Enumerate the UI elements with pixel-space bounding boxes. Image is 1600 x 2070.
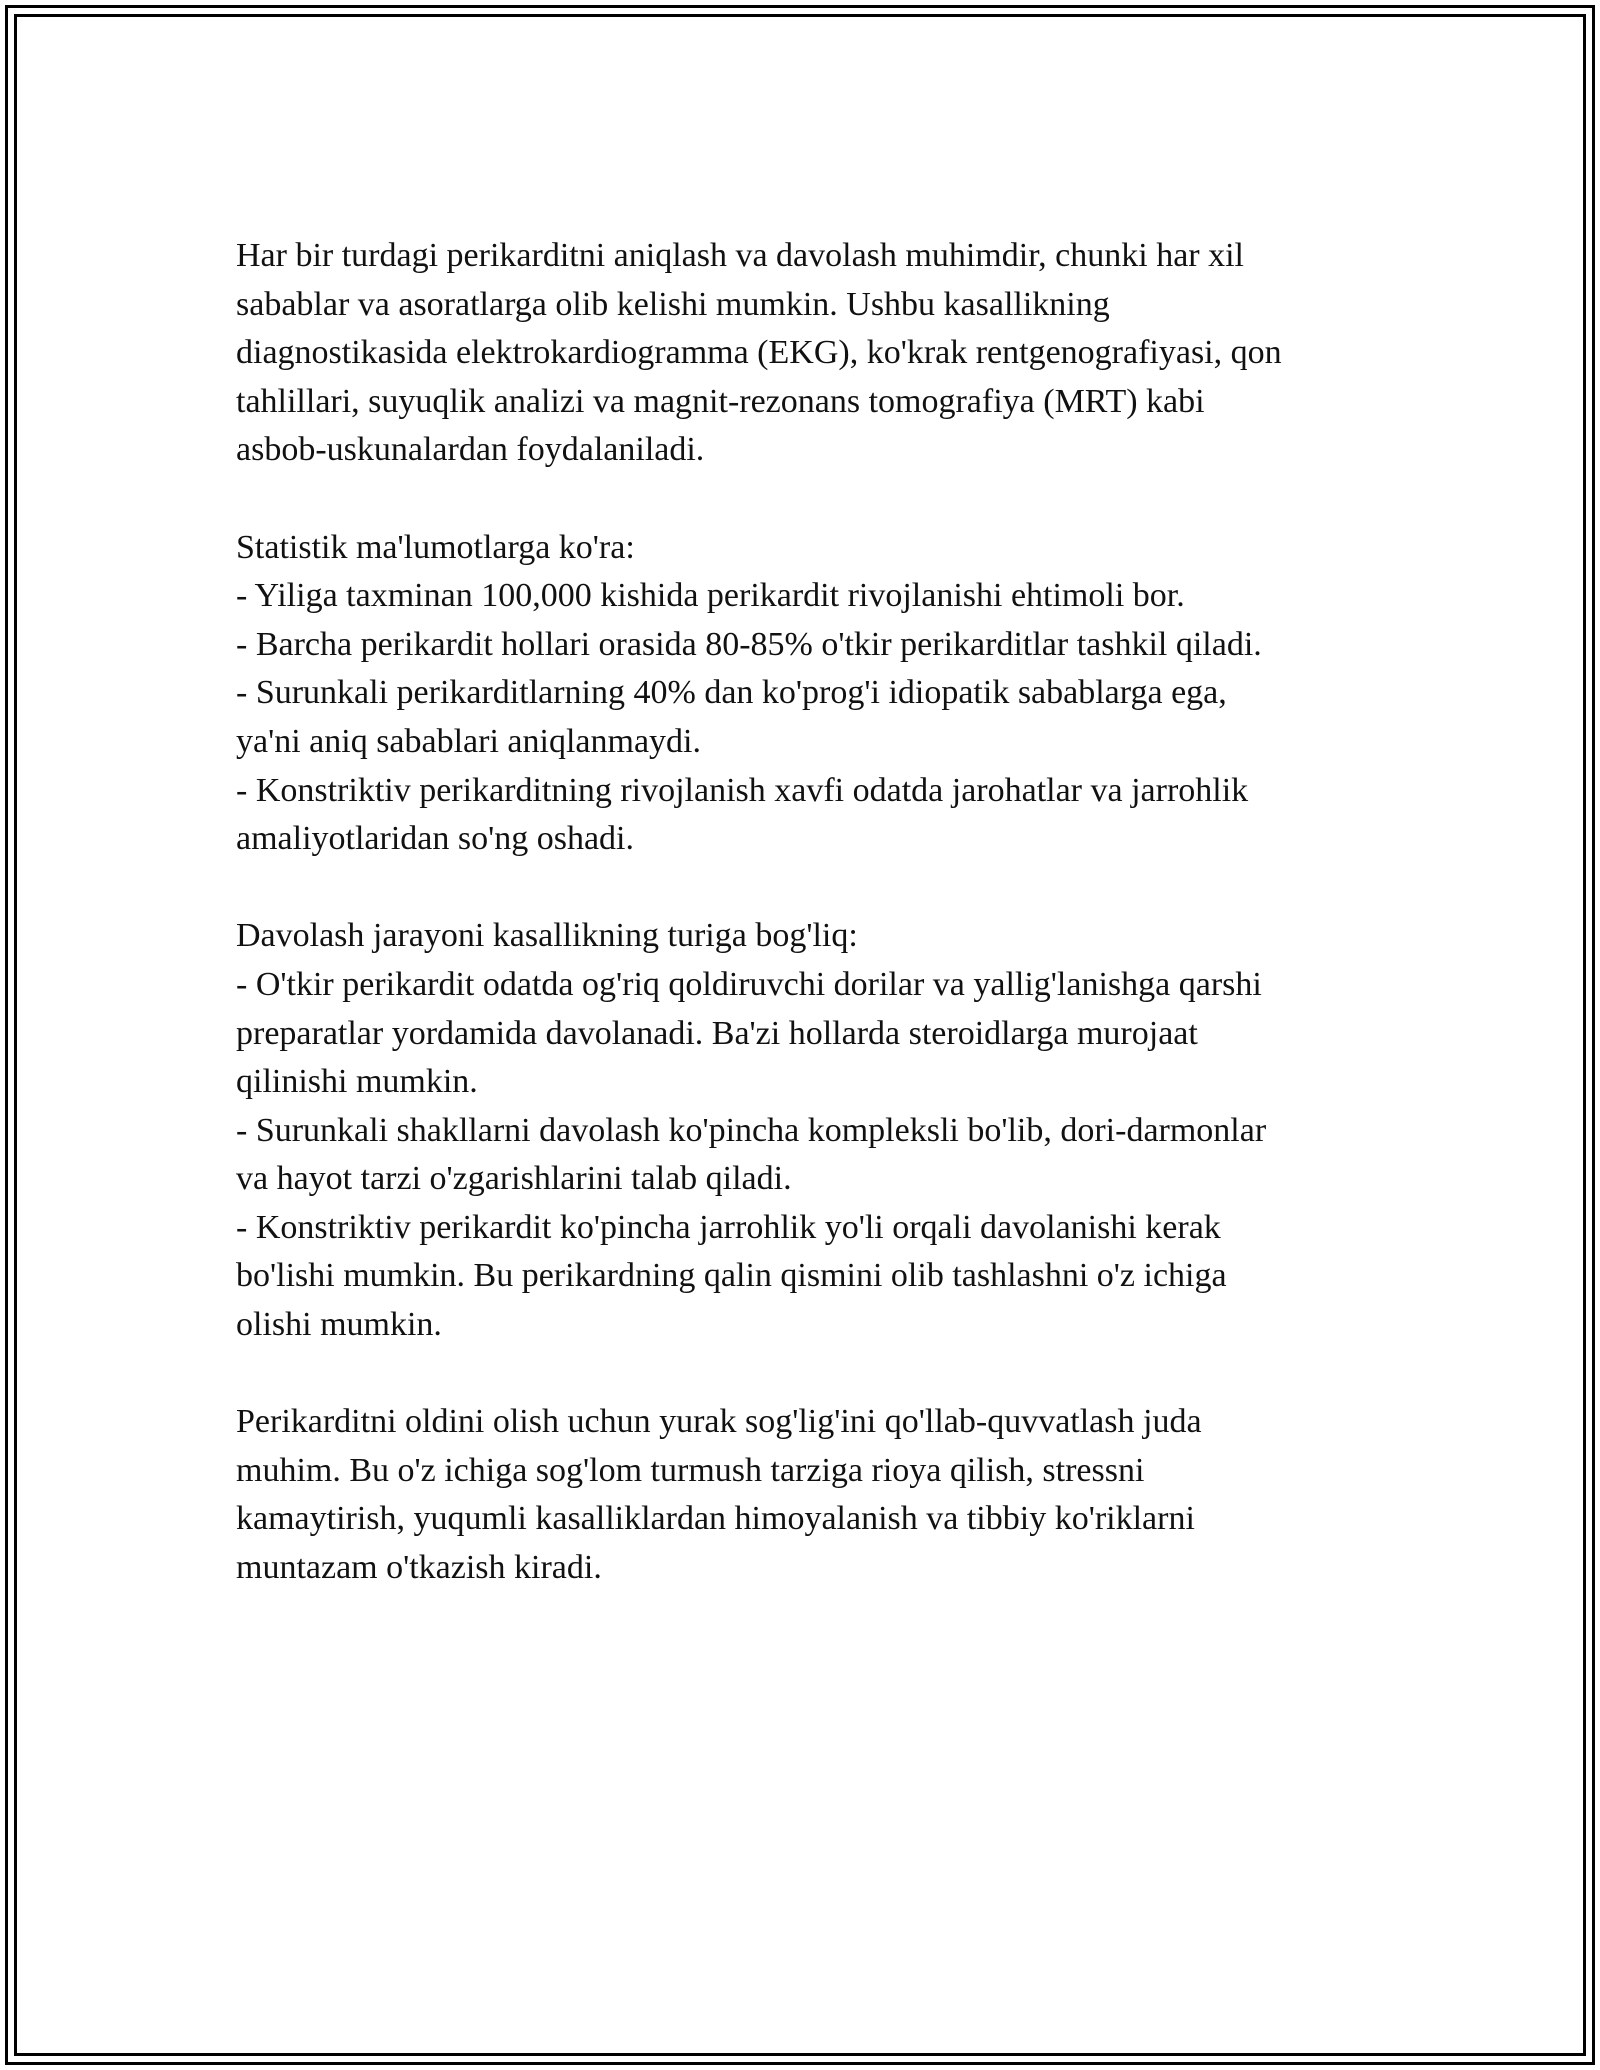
list-item: - Surunkali shakllarni davolash ko'pincha kompleksli bo'lib, dori-darmonlar xyxy=(236,1111,1267,1149)
list-item: - Konstriktiv perikardit ko'pincha jarrohlik yo'li orqali davolanishi kerak xyxy=(236,1208,1221,1246)
text-line: asbob-uskunalardan foydalaniladi. xyxy=(236,431,705,469)
paragraph-treatment xyxy=(236,912,1376,1349)
text-line: olishi mumkin. xyxy=(236,1306,442,1344)
text-line: muntazam o'tkazish kiradi. xyxy=(236,1549,602,1587)
list-item: - Konstriktiv perikarditning rivojlanish xavfi odatda jarohatlar va jarrohlik xyxy=(236,771,1249,809)
text-line: bo'lishi mumkin. Bu perikardning qalin qismini olib tashlashni o'z ichiga xyxy=(236,1257,1227,1295)
text-line: preparatlar yordamida davolanadi. Ba'zi hollarda steroidlarga murojaat xyxy=(236,1014,1198,1052)
list-item: - Surunkali perikarditlarning 40% dan ko'prog'i idiopatik sabablarga ega, xyxy=(236,674,1227,712)
text-line: ya'ni aniq sabablari aniqlanmaydi. xyxy=(236,722,701,760)
document-body xyxy=(236,232,1376,1593)
list-item: - Yiliga taxminan 100,000 kishida perikardit rivojlanishi ehtimoli bor. xyxy=(236,577,1185,615)
list-item: - O'tkir perikardit odatda og'riq qoldiruvchi dorilar va yallig'lanishga qarshi xyxy=(236,965,1262,1003)
text-line: sabablar va asoratlarga olib kelishi mumkin. Ushbu kasallikning xyxy=(236,285,1110,323)
text-line: muhim. Bu o'z ichiga sog'lom turmush tarziga rioya qilish, stressni xyxy=(236,1451,1145,1489)
paragraph-diagnostics xyxy=(236,232,1376,475)
text-line: diagnostikasida elektrokardiogramma (EKG), ko'krak rentgenografiyasi, qon xyxy=(236,334,1282,372)
text-line: amaliyotlaridan so'ng oshadi. xyxy=(236,820,634,858)
paragraph-statistics xyxy=(236,524,1376,864)
section-heading: Statistik ma'lumotlarga ko'ra: xyxy=(236,528,635,566)
list-item: - Barcha perikardit hollari orasida 80-85% o'tkir perikarditlar tashkil qiladi. xyxy=(236,625,1262,663)
paragraph-spacer xyxy=(236,864,1376,913)
paragraph-spacer xyxy=(236,1350,1376,1399)
paragraph-spacer xyxy=(236,475,1376,524)
text-line: kamaytirish, yuqumli kasalliklardan himoyalanish va tibbiy ko'riklarni xyxy=(236,1500,1195,1538)
text-line: Har bir turdagi perikarditni aniqlash va davolash muhimdir, chunki har xil xyxy=(236,237,1244,274)
text-line: Perikarditni oldini olish uchun yurak sog'lig'ini qo'llab-quvvatlash juda xyxy=(236,1403,1202,1441)
text-line: va hayot tarzi o'zgarishlarini talab qiladi. xyxy=(236,1160,792,1198)
text-line: qilinishi mumkin. xyxy=(236,1063,478,1101)
paragraph-prevention xyxy=(236,1398,1376,1592)
section-heading: Davolash jarayoni kasallikning turiga bog'liq: xyxy=(236,917,858,955)
text-line: tahlillari, suyuqlik analizi va magnit-rezonans tomografiya (MRT) kabi xyxy=(236,382,1205,420)
